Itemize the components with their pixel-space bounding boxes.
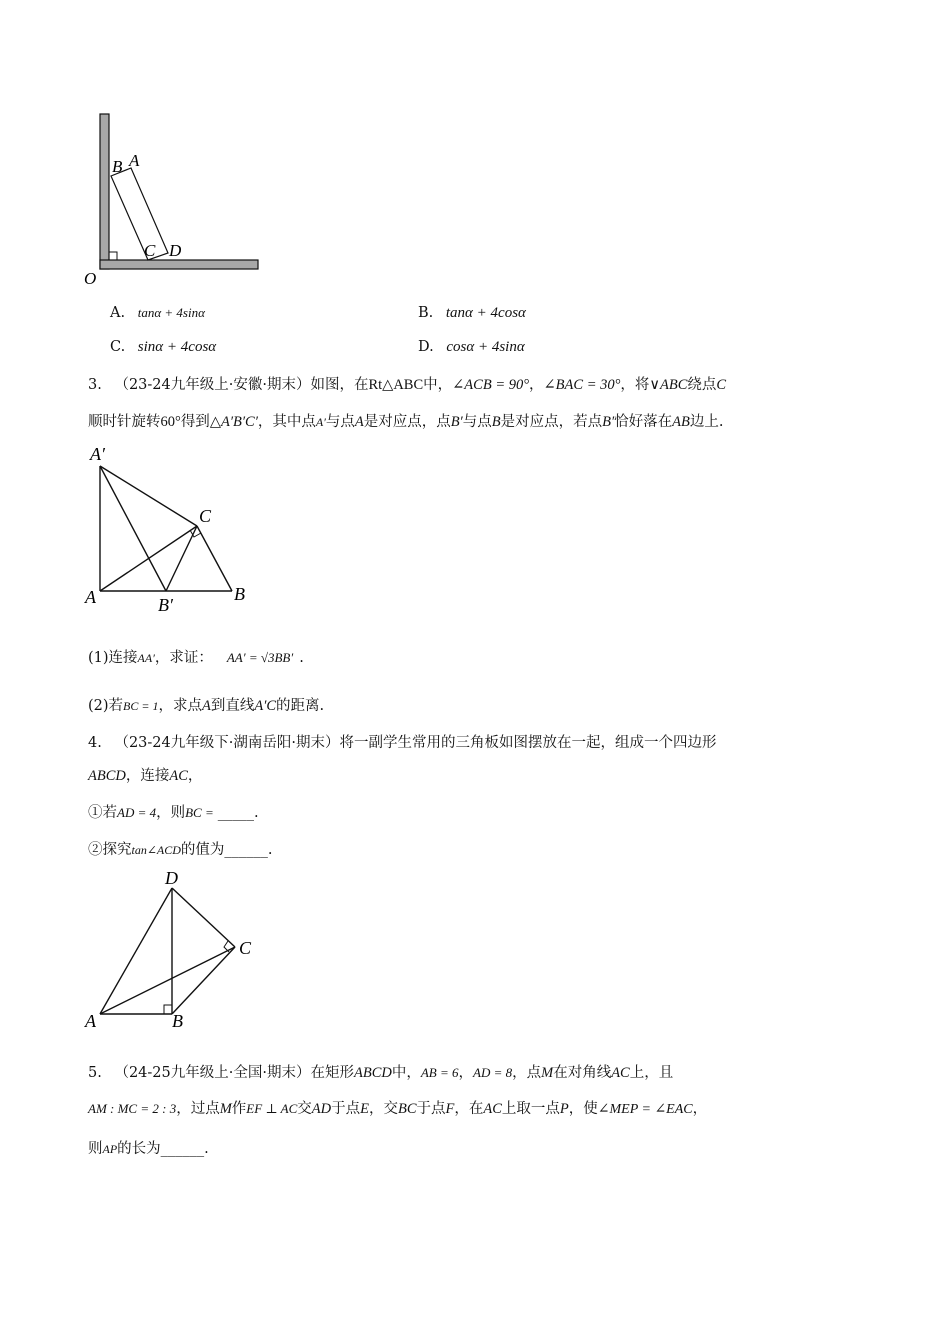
q5-text: 在对角线 — [553, 1065, 612, 1081]
q5-text: ，过点 — [176, 1101, 220, 1117]
q5-text: ，在 — [454, 1101, 484, 1117]
q3-text: 得到 — [180, 414, 210, 430]
q3-sub1-eq: AA′ = √3BB′ — [226, 650, 294, 665]
q5-abcd: ABCD — [353, 1065, 392, 1081]
option-a — [110, 305, 205, 321]
ladder-rectangle — [111, 168, 168, 260]
q3-sub2-bc: BC = 1 — [123, 699, 159, 713]
q3-sub2-text: ，求点 — [158, 698, 202, 714]
q5-text: 在矩形 — [310, 1065, 354, 1081]
q3-source: （23-24九年级上·安徽·期末） — [114, 377, 311, 393]
q5-ratio: AM : MC = 2 : 3 — [88, 1101, 177, 1116]
q3-text: 绕点 — [687, 377, 717, 393]
q3-text: 中， — [423, 377, 453, 393]
q3-text: ，将 — [620, 377, 650, 393]
q3-sub1-text: (1)连接 — [88, 650, 138, 666]
option-b-expr: tanα + 4cosα — [445, 305, 526, 321]
option-c-expr: sinα + 4cosα — [137, 339, 217, 355]
q4-item1-text: ，则 — [156, 805, 186, 821]
option-b — [418, 305, 526, 322]
q3-sub2-a: A — [201, 698, 211, 714]
q5-e: E — [360, 1101, 369, 1117]
q4-item1-blank[interactable]: _____ — [217, 805, 254, 821]
q3-sub2-ac: A′C — [254, 698, 277, 714]
q5-text: 则 — [88, 1141, 103, 1157]
q5-text: 上取一点 — [501, 1101, 560, 1117]
q3-angle-acb: ∠ACB = 90° — [452, 377, 530, 393]
q3-line1 — [88, 375, 726, 395]
q5-line3 — [88, 1139, 209, 1159]
q3-deg60: 60° — [160, 414, 181, 430]
q5-source: （24-25九年级上·全国·期末） — [114, 1065, 311, 1081]
q5-text: 的长为 — [117, 1141, 161, 1157]
label-C: C — [144, 241, 156, 260]
q3-seg-ab: AB — [672, 414, 690, 430]
q3-text: 是对应点，点 — [363, 414, 451, 430]
q3-tri-prime: △A′B′C′ — [209, 414, 258, 430]
q5-angles: ∠MEP = ∠EAC — [597, 1102, 693, 1117]
q3-pt-a: A — [354, 414, 364, 430]
q5-ad: AD = 8 — [473, 1065, 513, 1080]
q3-text: 如图，在 — [310, 377, 369, 393]
q3-text: ，其中点 — [257, 414, 316, 430]
q3-text: 边上. — [689, 414, 724, 430]
wall-vertical — [100, 114, 109, 269]
figure-q4-quadrilateral — [80, 866, 270, 1036]
q3-pt-b: B — [491, 414, 501, 430]
label-B: B — [112, 157, 123, 176]
q4-item2-tan: tan∠ACD — [131, 843, 181, 857]
q5-text: . — [204, 1141, 209, 1157]
q3-fig-label-b-prime: B′ — [158, 595, 173, 615]
q3-fig-label-a-prime: A′ — [90, 444, 105, 464]
q4-item1-text: ①若 — [88, 805, 117, 821]
q4-abcd: ABCD — [88, 768, 126, 784]
q5-line2 — [88, 1099, 707, 1120]
q3-sub2-text: (2)若 — [88, 698, 124, 714]
q4-text: ，连接 — [125, 768, 170, 784]
q5-text: 中， — [391, 1065, 421, 1081]
q3-text: 顺时针旋转 — [88, 414, 161, 430]
q3-sub1 — [88, 648, 304, 668]
q3-pt-c: C — [716, 377, 727, 393]
q4-number: 4. — [88, 735, 102, 751]
q3-sub1-text: ，求证： — [154, 650, 213, 666]
q5-text: 于点 — [331, 1101, 361, 1117]
q3-angle-bac: ∠BAC = 30° — [543, 377, 621, 393]
q5-text: ， — [458, 1065, 473, 1081]
q4-item2-blank[interactable]: ______ — [224, 842, 268, 858]
right-angle-mark — [109, 252, 117, 260]
label-A: A — [129, 151, 140, 170]
q5-ad2: AD — [311, 1101, 332, 1117]
q4-fig-label-a: A — [85, 1011, 96, 1031]
q4-line2 — [88, 766, 202, 786]
q3-rt-abc: Rt△ABC — [368, 377, 424, 393]
q3-fig-label-b: B — [234, 584, 245, 604]
q4-item2-text: . — [267, 842, 273, 858]
q4-item2-text: 的值为 — [180, 842, 225, 858]
option-c-letter: C. — [110, 339, 126, 355]
figure-ladder-wall — [80, 108, 270, 288]
q4-fig-label-c: C — [239, 938, 252, 958]
q4-item1 — [88, 803, 259, 823]
q5-text: 上，且 — [629, 1065, 674, 1081]
q3-fig-label-c: C — [199, 506, 212, 526]
option-a-letter: A. — [110, 305, 126, 321]
q3-text: 是对应点，若点 — [500, 414, 603, 430]
q5-number: 5. — [88, 1065, 102, 1081]
q5-ab: AB = 6 — [420, 1065, 459, 1080]
option-c — [110, 339, 216, 356]
q3-pt-b-prime: B′ — [450, 414, 463, 430]
q5-f: F — [445, 1101, 455, 1117]
q3-number: 3. — [88, 377, 102, 393]
q3-text: 与点 — [325, 414, 355, 430]
q3-sub2-text: 到直线 — [210, 698, 255, 714]
q5-text: 作 — [231, 1101, 247, 1117]
q5-m: M — [541, 1065, 554, 1081]
ground-horizontal — [100, 260, 258, 269]
q5-perp: EF ⊥ AC — [246, 1101, 298, 1116]
q5-text: ，使 — [568, 1101, 598, 1117]
q5-text: 交 — [297, 1101, 312, 1117]
option-d-letter: D. — [418, 339, 434, 355]
q5-text: ，点 — [512, 1065, 542, 1081]
q3-pt-b-prime-2: B′ — [602, 414, 615, 430]
option-b-letter: B. — [418, 305, 434, 321]
q5-bc: BC — [397, 1101, 417, 1117]
q4-item2-text: ②探究 — [88, 842, 132, 858]
q3-text: 与点 — [462, 414, 492, 430]
q5-text: ，交 — [368, 1101, 398, 1117]
q4-ac: AC — [169, 768, 188, 784]
q5-text: 于点 — [416, 1101, 446, 1117]
q5-ap: AP — [102, 1142, 118, 1156]
q5-blank[interactable]: ______ — [160, 1141, 205, 1157]
q4-text: 将一副学生常用的三角板如图摆放在一起，组成一个四边形 — [339, 735, 717, 751]
q3-text: 恰好落在 — [614, 414, 673, 430]
q3-line2 — [88, 412, 723, 432]
label-D: D — [169, 241, 182, 260]
option-d-expr: cosα + 4sinα — [446, 339, 525, 355]
q4-line1 — [88, 733, 716, 753]
q4-source: （23-24九年级下·湖南岳阳·期末） — [114, 735, 340, 751]
option-d — [418, 339, 525, 356]
option-a-expr: tanα + 4sinα — [137, 305, 205, 320]
q3-pt-a-prime: A′ — [315, 415, 326, 429]
label-O: O — [84, 269, 97, 288]
q3-tri-abc: ∨ABC — [649, 377, 688, 393]
q4-item2 — [88, 840, 273, 860]
q4-item1-ad: AD = 4 — [117, 805, 157, 820]
q5-ac: AC — [611, 1065, 630, 1081]
q3-fig-label-a: A — [85, 587, 96, 607]
q3-sub2 — [88, 696, 324, 716]
q5-line1 — [88, 1063, 673, 1083]
figure-q3-rotation — [80, 440, 270, 620]
q3-sub1-aa: AA′ — [137, 651, 155, 665]
q5-ac2: AC — [483, 1101, 502, 1117]
q4-text: ， — [187, 768, 203, 784]
q3-text: ， — [529, 377, 544, 393]
q4-item1-text: . — [254, 805, 259, 821]
q3-sub2-text: 的距离. — [276, 698, 325, 714]
q5-p: P — [559, 1101, 569, 1117]
q4-fig-label-d: D — [165, 868, 178, 888]
q4-fig-label-b: B — [172, 1011, 183, 1031]
q4-item1-bc: BC = — [185, 805, 214, 820]
q5-m2: M — [219, 1101, 232, 1117]
q5-text: ， — [692, 1101, 708, 1117]
q3-sub1-text: . — [299, 650, 304, 666]
